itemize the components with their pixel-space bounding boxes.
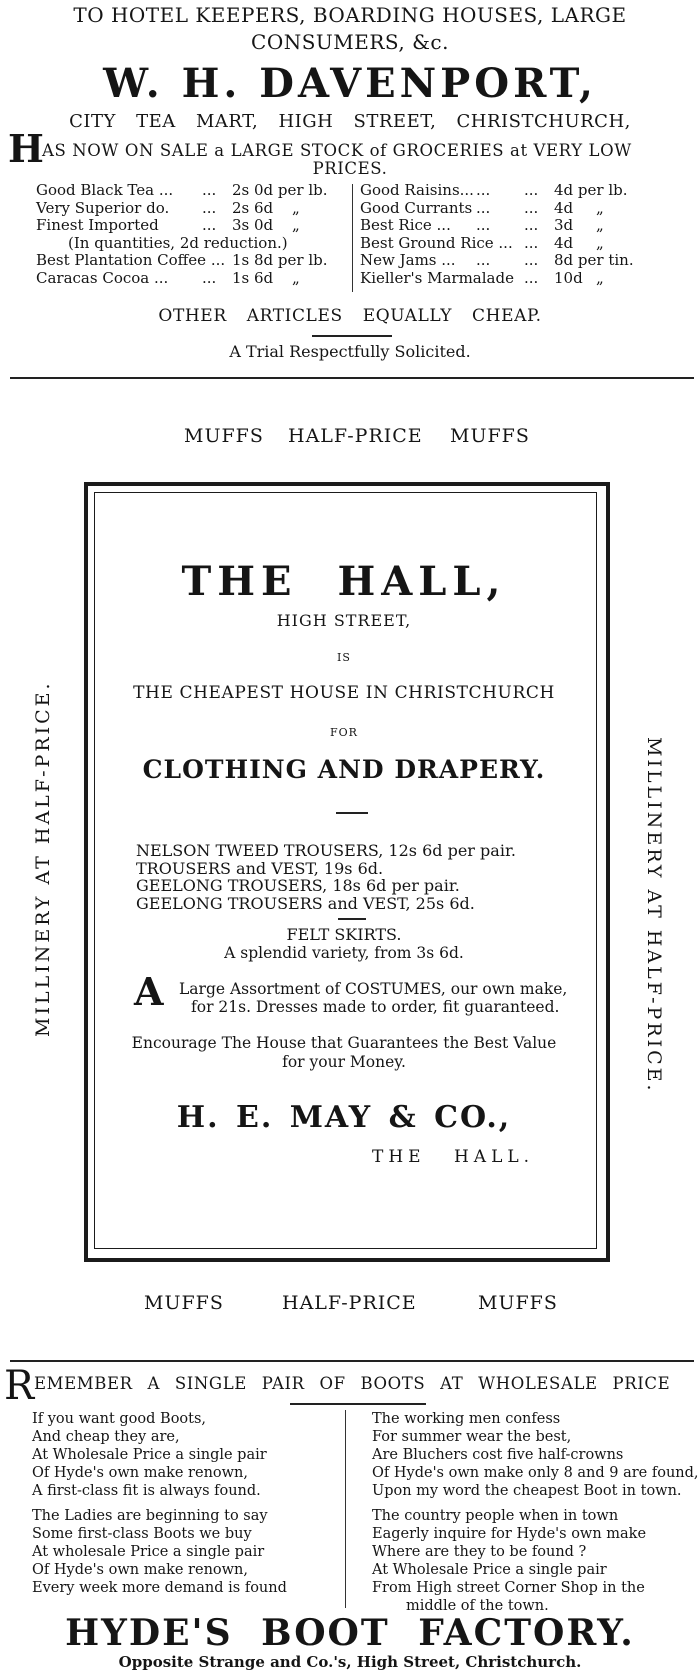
boots-factory-name: HYDE'S BOOT FACTORY. — [65, 1612, 635, 1654]
price-item-price: 1s 8d per lb. — [232, 251, 328, 269]
price-item-ditto: „ — [596, 216, 604, 234]
price-item-leader: ... — [524, 181, 539, 199]
grocer-address: CITY TEA MART, HIGH STREET, CHRISTCHURCH, — [69, 111, 631, 132]
poem-line: For summer wear the best, — [372, 1429, 572, 1445]
price-item-leader: ... — [476, 216, 491, 234]
price-item-price: 3d — [554, 216, 574, 234]
hall-firm: H. E. MAY & CO., — [176, 1100, 512, 1135]
price-item-name: (In quantities, 2d reduction.) — [68, 233, 288, 252]
poem-line: Every week more demand is found — [32, 1580, 287, 1596]
hall-cheapest: THE CHEAPEST HOUSE IN CHRISTCHURCH — [133, 683, 555, 703]
price-item-ditto: „ — [292, 268, 300, 287]
hall-felt-2: A splendid variety, from 3s 6d. — [224, 944, 464, 962]
hall-costumes-2: for 21s. Dresses made to order, fit guaranteed. — [191, 998, 560, 1016]
muffs-bottom-right: MUFFS — [478, 1292, 558, 1314]
hall-is: IS — [337, 651, 351, 664]
price-item-price: 1s 6d — [232, 268, 274, 287]
price-item-leader: ... — [476, 251, 491, 269]
boots-heading: EMEMBER A SINGLE PAIR OF BOOTS AT WHOLESALE PRICE — [34, 1374, 671, 1393]
price-item-ditto: „ — [292, 198, 300, 217]
poem-line: Are Bluchers cost five half-crowns — [372, 1447, 624, 1463]
grocer-other-articles: OTHER ARTICLES EQUALLY CHEAP. — [158, 306, 542, 326]
grocer-price-list-right — [360, 182, 695, 287]
muffs-top-center: HALF-PRICE — [288, 425, 423, 447]
grocer-small-rule — [312, 335, 392, 337]
hall-rule-2 — [338, 918, 366, 920]
hall-costumes-1: Large Assortment of COSTUMES, our own make, — [179, 980, 568, 998]
price-item-leader: ... — [524, 233, 539, 252]
grocer-name: W. H. DAVENPORT, — [103, 60, 597, 107]
price-row — [36, 252, 346, 270]
trousers-line: TROUSERS and VEST, 19s 6d. — [136, 858, 384, 878]
poem-line: At wholesale Price a single pair — [32, 1544, 265, 1560]
price-row — [360, 252, 695, 270]
price-item-leader: ... — [524, 251, 539, 269]
grocer-price-list-left — [36, 182, 346, 287]
price-item-name: Kieller's Marmalade — [360, 268, 514, 287]
poem-line: The working men confess — [372, 1411, 561, 1427]
price-row — [36, 270, 346, 288]
price-item-leader: ... — [202, 181, 217, 199]
muffs-bottom-center: HALF-PRICE — [282, 1292, 417, 1314]
price-row — [36, 235, 346, 253]
grocer-heading-2: CONSUMERS, &c. — [251, 30, 449, 54]
poem-line: If you want good Boots, — [32, 1411, 207, 1427]
price-row — [36, 217, 346, 235]
price-row — [360, 182, 695, 200]
price-item-name: Good Black Tea ... — [36, 181, 174, 199]
poem-line: The Ladies are beginning to say — [32, 1508, 268, 1524]
price-item-ditto: „ — [596, 233, 604, 252]
poem-line: Of Hyde's own make renown, — [32, 1465, 248, 1481]
poem-line: A first-class fit is always found. — [32, 1483, 261, 1499]
poem-line: Some first-class Boots we buy — [32, 1526, 252, 1542]
hall-trousers-list — [136, 842, 516, 912]
grocer-intro-1: AS NOW ON SALE a LARGE STOCK of GROCERIES at VERY LOW — [42, 141, 632, 160]
price-item-price: 10d — [554, 268, 583, 287]
hall-title: THE HALL, — [181, 558, 507, 605]
side-text-right: MILLINERY AT HALF-PRICE. — [643, 737, 665, 1094]
poem-line: Of Hyde's own make renown, — [32, 1562, 248, 1578]
grocer-heading-1: TO HOTEL KEEPERS, BOARDING HOUSES, LARGE — [73, 3, 627, 27]
price-item-price: 4d per lb. — [554, 181, 628, 199]
price-item-leader: ... — [202, 198, 217, 217]
price-item-leader: ... — [524, 198, 539, 217]
price-row — [360, 200, 695, 218]
price-item-name: Best Plantation Coffee ... — [36, 251, 226, 269]
poem-line: middle of the town. — [406, 1598, 549, 1614]
section-rule-2 — [10, 1360, 694, 1362]
price-item-leader: ... — [476, 181, 491, 199]
trousers-line: NELSON TWEED TROUSERS, 12s 6d per pair. — [136, 841, 516, 860]
grocer-trial: A Trial Respectfully Solicited. — [229, 342, 471, 361]
price-item-name: Best Ground Rice ... — [360, 233, 513, 252]
price-item-leader: ... — [202, 216, 217, 234]
side-text-left: MILLINERY AT HALF-PRICE. — [32, 680, 54, 1037]
hall-street: HIGH STREET, — [276, 611, 412, 630]
price-item-name: Finest Imported — [36, 216, 159, 234]
boots-poem-right — [372, 1410, 699, 1615]
price-item-name: Good Raisins... — [360, 181, 474, 199]
price-item-price: 4d — [554, 233, 574, 252]
hall-for: FOR — [330, 726, 358, 739]
price-item-leader: ... — [524, 216, 539, 234]
hall-dropcap: A — [134, 969, 164, 1014]
poem-line: And cheap they are, — [32, 1429, 180, 1445]
price-row — [36, 182, 346, 200]
poem-line: From High street Corner Shop in the — [372, 1580, 645, 1596]
price-item-ditto: „ — [292, 216, 300, 234]
price-item-price: 2s 0d per lb. — [232, 181, 328, 199]
poem-line: At Wholesale Price a single pair — [32, 1447, 267, 1463]
price-item-name: New Jams ... — [360, 251, 456, 269]
price-item-leader: ... — [202, 268, 217, 287]
section-rule-1 — [10, 377, 694, 379]
poem-line: Upon my word the cheapest Boot in town. — [372, 1483, 682, 1499]
grocer-price-divider — [352, 184, 353, 292]
price-row — [360, 235, 695, 253]
price-item-name: Best Rice ... — [360, 216, 451, 234]
price-item-price: 3s 0d — [232, 216, 274, 234]
poem-line: The country people when in town — [372, 1508, 619, 1524]
hall-encourage-2: for your Money. — [282, 1053, 406, 1071]
boots-dropcap: R — [4, 1363, 35, 1409]
price-row — [36, 200, 346, 218]
price-item-leader: ... — [476, 198, 491, 217]
muffs-bottom-left: MUFFS — [144, 1292, 224, 1314]
hall-firm-sub: THE HALL. — [372, 1147, 535, 1167]
price-item-name: Caracas Cocoa ... — [36, 268, 169, 287]
price-item-price: 4d — [554, 198, 574, 217]
hall-rule-1 — [336, 812, 368, 814]
price-item-price: 2s 6d — [232, 198, 274, 217]
boots-poem-left — [32, 1410, 287, 1597]
grocer-dropcap: H — [8, 126, 44, 171]
poem-line: At Wholesale Price a single pair — [372, 1562, 607, 1578]
muffs-top-left: MUFFS — [184, 425, 264, 447]
poem-line: Eagerly inquire for Hyde's own make — [372, 1526, 647, 1542]
muffs-top-right: MUFFS — [450, 425, 530, 447]
price-row — [360, 270, 695, 288]
hall-felt-1: FELT SKIRTS. — [286, 925, 402, 944]
boots-address: Opposite Strange and Co.'s, High Street, Christchurch. — [118, 1653, 582, 1671]
poem-line: Where are they to be found ? — [372, 1544, 587, 1560]
price-item-ditto: „ — [596, 198, 604, 217]
boots-poem-divider — [345, 1410, 346, 1608]
price-item-name: Good Currants — [360, 198, 473, 217]
poem-line: Of Hyde's own make only 8 and 9 are found, — [372, 1465, 699, 1481]
grocer-intro-2: PRICES. — [312, 159, 388, 178]
price-item-leader: ... — [524, 268, 539, 287]
boots-small-rule — [290, 1403, 426, 1405]
trousers-line: GEELONG TROUSERS and VEST, 25s 6d. — [136, 893, 475, 913]
trousers-line: GEELONG TROUSERS, 18s 6d per pair. — [136, 876, 460, 895]
hall-encourage-1: Encourage The House that Guarantees the Best Value — [131, 1034, 557, 1052]
price-item-ditto: „ — [596, 268, 604, 287]
hall-clothing: CLOTHING AND DRAPERY. — [142, 755, 546, 784]
price-item-price: 8d per tin. — [554, 251, 634, 269]
price-item-name: Very Superior do. — [36, 198, 170, 217]
price-row — [360, 217, 695, 235]
